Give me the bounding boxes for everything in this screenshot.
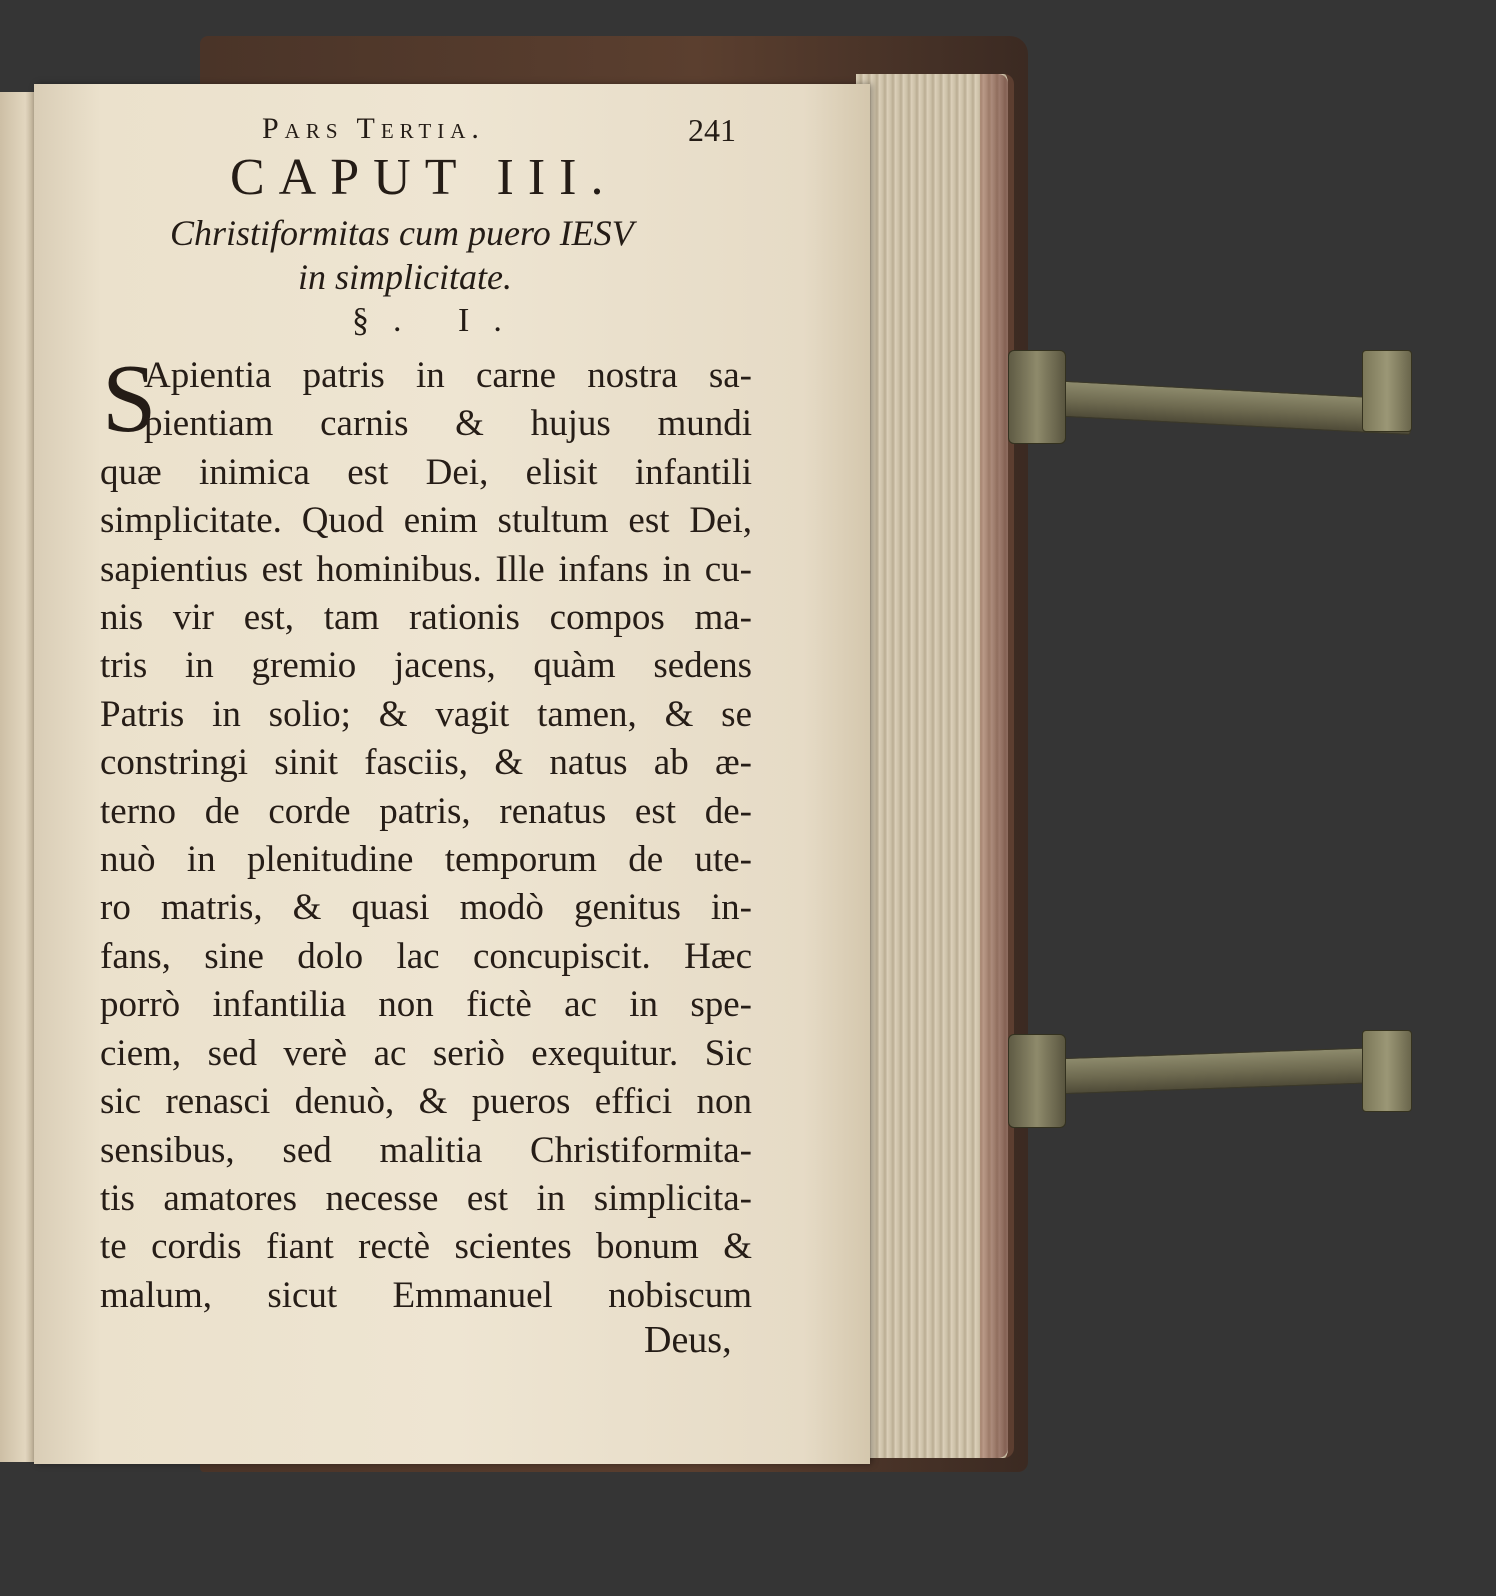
body-text (100, 345, 752, 1320)
body-line: ro matris, & quasi modò genitus in- (100, 887, 752, 929)
body-line: sic renasci denuò, & pueros effici non (100, 1081, 752, 1123)
chapter-heading: CAPUT III. (230, 149, 618, 206)
body-line: ciem, sed verè ac seriò exequitur. Sic (100, 1032, 752, 1074)
body-line: porrò infantilia non fictè ac in spe- (100, 984, 752, 1026)
body-line: fans, sine dolo lac concupiscit. Hæc (100, 935, 752, 977)
chapter-subtitle-line-1: Christiformitas cum puero IESV (170, 213, 634, 253)
catchword: Deus, (644, 1319, 732, 1361)
body-line: simplicitate. Quod enim stultum est Dei, (100, 500, 752, 542)
body-line: malum, sicut Emmanuel nobiscum (100, 1274, 752, 1316)
body-line: Patris in solio; & vagit tamen, & se (100, 693, 752, 735)
section-mark: §. I. (352, 302, 526, 339)
body-line: terno de corde patris, renatus est de- (100, 790, 752, 832)
chapter-subtitle-line-2: in simplicitate. (298, 257, 512, 297)
clasp-hinge-top (1008, 350, 1066, 444)
body-line: tris in gremio jacens, quàm sedens (100, 645, 752, 687)
running-head: Pars Tertia. (262, 112, 485, 145)
body-line: constringi sinit fasciis, & natus ab æ- (100, 742, 752, 784)
clasp-end-top (1362, 350, 1412, 432)
clasp-end-bottom (1362, 1030, 1412, 1112)
body-line: quæ inimica est Dei, elisit infantili (100, 451, 752, 493)
body-line: te cordis fiant rectè scientes bonum & (100, 1226, 752, 1268)
body-line: Apientia patris in carne nostra sa- (144, 355, 752, 396)
body-line: sapientius est hominibus. Ille infans in cu- (100, 548, 752, 590)
page-number: 241 (688, 112, 736, 148)
drop-cap: S (102, 345, 157, 453)
clasp-hinge-bottom (1008, 1034, 1066, 1128)
body-line: nis vir est, tam rationis compos ma- (100, 597, 752, 639)
body-line: pientiam carnis & hujus mundi (144, 403, 752, 445)
page-edges-shade (980, 74, 1008, 1458)
facing-page-edge (0, 92, 37, 1462)
body-line: nuò in plenitudine temporum de ute- (100, 839, 752, 881)
body-line: tis amatores necesse est in simplicita- (100, 1177, 752, 1219)
body-line: sensibus, sed malitia Christiformita- (100, 1129, 752, 1171)
